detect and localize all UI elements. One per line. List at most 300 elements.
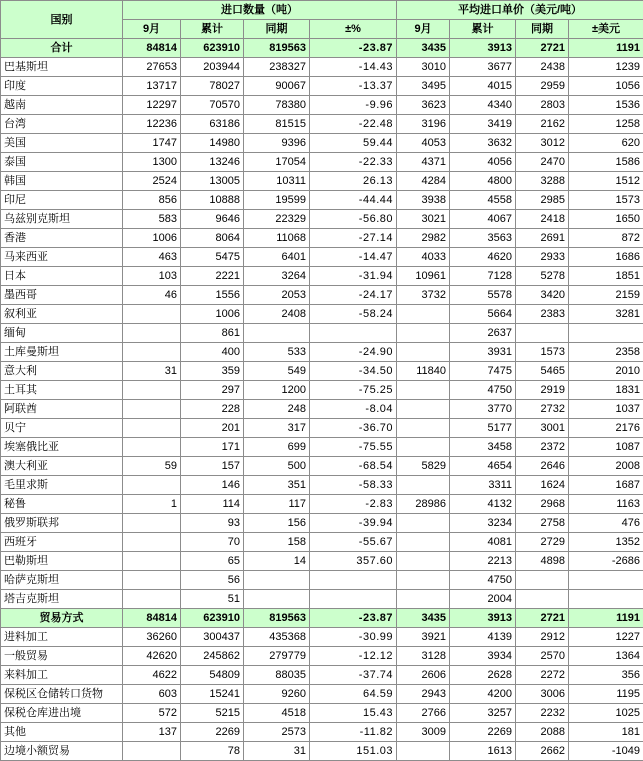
- qty-change-pct-cell: -11.82: [310, 723, 397, 742]
- price-month-cell: 4033: [397, 248, 450, 267]
- qty-cumulative-cell: 228: [181, 400, 244, 419]
- qty-month-cell: 4622: [123, 666, 181, 685]
- qty-change-pct-cell: -13.37: [310, 77, 397, 96]
- price-change-usd-cell: 1087: [569, 438, 643, 457]
- table-row: [1, 533, 643, 552]
- table-row: [1, 647, 643, 666]
- country-name: 澳大利亚: [1, 457, 123, 476]
- qty-cumulative-cell: 56: [181, 571, 244, 590]
- qty-cumulative-cell: 70: [181, 533, 244, 552]
- table-row: [1, 324, 643, 343]
- qty-change-pct-cell: -75.25: [310, 381, 397, 400]
- qty-cumulative-cell: 2269: [181, 723, 244, 742]
- price-cumulative-cell: 2213: [450, 552, 516, 571]
- country-name: 土耳其: [1, 381, 123, 400]
- qty-same-period-cell: 81515: [244, 115, 310, 134]
- price-month-cell: 2943: [397, 685, 450, 704]
- price-cumulative-cell: 3770: [450, 400, 516, 419]
- total-label: 合计: [1, 39, 123, 58]
- qty-cumulative-cell: 359: [181, 362, 244, 381]
- qty-same-period-cell: 699: [244, 438, 310, 457]
- qty-change-pct-cell: -39.94: [310, 514, 397, 533]
- qty-same-period-cell: 88035: [244, 666, 310, 685]
- qty-same-period-cell: 31: [244, 742, 310, 761]
- price-change-usd-cell: 2159: [569, 286, 643, 305]
- qty-cumulative-cell: 93: [181, 514, 244, 533]
- qty-cumulative-cell: 2221: [181, 267, 244, 286]
- price-change-usd-cell: 2358: [569, 343, 643, 362]
- price-same-period-cell: 2985: [516, 191, 569, 210]
- table-row: [1, 457, 643, 476]
- qty-same-period-cell: 819563: [244, 39, 310, 58]
- qty-change-pct-cell: -31.94: [310, 267, 397, 286]
- qty-same-period-cell: 4518: [244, 704, 310, 723]
- table-row: [1, 77, 643, 96]
- price-month-cell: 3128: [397, 647, 450, 666]
- price-change-usd-cell: [569, 590, 643, 609]
- price-same-period-cell: 2732: [516, 400, 569, 419]
- qty-change-pct-cell: -30.99: [310, 628, 397, 647]
- table-row: [1, 723, 643, 742]
- price-change-usd-cell: 1025: [569, 704, 643, 723]
- table-row: [1, 381, 643, 400]
- price-month-cell: [397, 742, 450, 761]
- price-month-cell: 2606: [397, 666, 450, 685]
- price-cumulative-cell: 5578: [450, 286, 516, 305]
- table-row: [1, 248, 643, 267]
- qty-change-pct-cell: -44.44: [310, 191, 397, 210]
- qty-change-pct-cell: [310, 590, 397, 609]
- table-row: [1, 229, 643, 248]
- qty-change-pct-cell: [310, 324, 397, 343]
- price-change-usd-cell: 1037: [569, 400, 643, 419]
- qty-cumulative-cell: 146: [181, 476, 244, 495]
- qty-same-period-cell: 435368: [244, 628, 310, 647]
- qty-same-period-cell: 158: [244, 533, 310, 552]
- price-change-usd-cell: 1191: [569, 39, 643, 58]
- table-row: [1, 685, 643, 704]
- qty-change-pct-header: ±%: [310, 20, 397, 39]
- qty-same-period-cell: [244, 571, 310, 590]
- table-row: [1, 400, 643, 419]
- table-row: [1, 134, 643, 153]
- price-same-period-header: 同期: [516, 20, 569, 39]
- price-change-usd-cell: 1573: [569, 191, 643, 210]
- table-row: [1, 191, 643, 210]
- price-change-usd-cell: 2010: [569, 362, 643, 381]
- table-row: [1, 286, 643, 305]
- qty-month-cell: [123, 514, 181, 533]
- qty-change-pct-cell: -55.67: [310, 533, 397, 552]
- price-cumulative-cell: 4620: [450, 248, 516, 267]
- price-same-period-cell: 2438: [516, 58, 569, 77]
- country-name: 韩国: [1, 172, 123, 191]
- price-cumulative-cell: 2004: [450, 590, 516, 609]
- qty-same-period-cell: 819563: [244, 609, 310, 628]
- price-month-header: 9月: [397, 20, 450, 39]
- qty-cumulative-cell: 15241: [181, 685, 244, 704]
- qty-cumulative-cell: 70570: [181, 96, 244, 115]
- qty-month-cell: [123, 381, 181, 400]
- summary-row: [1, 609, 643, 628]
- qty-month-cell: 1300: [123, 153, 181, 172]
- qty-same-period-cell: 248: [244, 400, 310, 419]
- qty-cumulative-cell: 201: [181, 419, 244, 438]
- price-same-period-cell: 2646: [516, 457, 569, 476]
- price-change-usd-cell: 1163: [569, 495, 643, 514]
- qty-change-pct-cell: [310, 571, 397, 590]
- price-same-period-cell: 4898: [516, 552, 569, 571]
- price-same-period-cell: 2372: [516, 438, 569, 457]
- qty-month-cell: 1006: [123, 229, 181, 248]
- table-row: [1, 115, 643, 134]
- price-month-cell: 2766: [397, 704, 450, 723]
- qty-cumulative-cell: 203944: [181, 58, 244, 77]
- table-row: [1, 552, 643, 571]
- qty-same-period-cell: 500: [244, 457, 310, 476]
- qty-month-cell: 31: [123, 362, 181, 381]
- price-month-cell: 3435: [397, 609, 450, 628]
- price-cumulative-cell: 4056: [450, 153, 516, 172]
- table-row: [1, 495, 643, 514]
- qty-same-period-cell: 78380: [244, 96, 310, 115]
- table-row: [1, 419, 643, 438]
- country-name: 印度: [1, 77, 123, 96]
- table-row: [1, 343, 643, 362]
- table-row: [1, 58, 643, 77]
- table-row: [1, 704, 643, 723]
- trade-mode-name: 其他: [1, 723, 123, 742]
- qty-change-pct-cell: -56.80: [310, 210, 397, 229]
- qty-month-cell: 463: [123, 248, 181, 267]
- price-cumulative-cell: 1613: [450, 742, 516, 761]
- qty-cumulative-cell: 245862: [181, 647, 244, 666]
- qty-same-period-cell: 22329: [244, 210, 310, 229]
- qty-month-cell: 1747: [123, 134, 181, 153]
- qty-same-period-cell: 14: [244, 552, 310, 571]
- price-month-cell: 4284: [397, 172, 450, 191]
- price-month-cell: 4371: [397, 153, 450, 172]
- qty-month-cell: 59: [123, 457, 181, 476]
- qty-month-cell: 12297: [123, 96, 181, 115]
- qty-month-cell: [123, 324, 181, 343]
- table-row: [1, 628, 643, 647]
- price-change-usd-cell: 1586: [569, 153, 643, 172]
- qty-cumulative-cell: 1556: [181, 286, 244, 305]
- qty-change-pct-cell: -14.47: [310, 248, 397, 267]
- price-month-cell: 3495: [397, 77, 450, 96]
- country-name: 印尼: [1, 191, 123, 210]
- qty-change-pct-cell: -34.50: [310, 362, 397, 381]
- qty-month-cell: 36260: [123, 628, 181, 647]
- qty-cumulative-cell: 10888: [181, 191, 244, 210]
- qty-same-period-cell: [244, 324, 310, 343]
- price-same-period-cell: 2803: [516, 96, 569, 115]
- price-change-usd-cell: 1851: [569, 267, 643, 286]
- price-cumulative-cell: 2628: [450, 666, 516, 685]
- trade-mode-name: 保税区仓储转口货物: [1, 685, 123, 704]
- price-same-period-cell: 2272: [516, 666, 569, 685]
- trade-mode-section-label: 贸易方式: [1, 609, 123, 628]
- qty-same-period-cell: [244, 590, 310, 609]
- qty-month-cell: [123, 533, 181, 552]
- price-change-usd-cell: 2176: [569, 419, 643, 438]
- qty-change-pct-cell: -9.96: [310, 96, 397, 115]
- price-same-period-cell: 2383: [516, 305, 569, 324]
- price-month-cell: [397, 343, 450, 362]
- price-cumulative-cell: 4558: [450, 191, 516, 210]
- country-name: 俄罗斯联邦: [1, 514, 123, 533]
- price-cumulative-cell: 3913: [450, 39, 516, 58]
- qty-month-cell: 27653: [123, 58, 181, 77]
- price-month-cell: 2982: [397, 229, 450, 248]
- qty-cumulative-cell: 13005: [181, 172, 244, 191]
- qty-change-pct-cell: -37.74: [310, 666, 397, 685]
- qty-same-period-cell: 9396: [244, 134, 310, 153]
- price-same-period-cell: 2729: [516, 533, 569, 552]
- trade-mode-name: 边境小额贸易: [1, 742, 123, 761]
- summary-row: [1, 39, 643, 58]
- qty-month-cell: [123, 343, 181, 362]
- table-row: [1, 172, 643, 191]
- qty-cumulative-cell: 1006: [181, 305, 244, 324]
- country-name: 巴勒斯坦: [1, 552, 123, 571]
- qty-month-cell: [123, 438, 181, 457]
- qty-cumulative-cell: 78027: [181, 77, 244, 96]
- country-name: 乌兹别克斯坦: [1, 210, 123, 229]
- qty-month-cell: [123, 419, 181, 438]
- import-quantity-group-header: 进口数量（吨）: [123, 1, 397, 20]
- country-column-header: 国别: [1, 1, 123, 39]
- qty-cumulative-cell: 5475: [181, 248, 244, 267]
- qty-change-pct-cell: -2.83: [310, 495, 397, 514]
- price-change-usd-cell: 1650: [569, 210, 643, 229]
- price-cumulative-cell: 4750: [450, 381, 516, 400]
- price-cumulative-cell: 4067: [450, 210, 516, 229]
- price-cumulative-cell: 3677: [450, 58, 516, 77]
- price-month-cell: [397, 476, 450, 495]
- price-change-usd-cell: 1536: [569, 96, 643, 115]
- country-name: 哈萨克斯坦: [1, 571, 123, 590]
- table-row: [1, 362, 643, 381]
- qty-same-period-cell: 549: [244, 362, 310, 381]
- qty-month-cell: 103: [123, 267, 181, 286]
- qty-change-pct-cell: -12.12: [310, 647, 397, 666]
- qty-cumulative-cell: 300437: [181, 628, 244, 647]
- price-change-usd-cell: [569, 571, 643, 590]
- price-cumulative-cell: 5664: [450, 305, 516, 324]
- qty-cumulative-cell: 54809: [181, 666, 244, 685]
- qty-change-pct-cell: 59.44: [310, 134, 397, 153]
- qty-change-pct-cell: 15.43: [310, 704, 397, 723]
- qty-month-cell: [123, 305, 181, 324]
- qty-change-pct-cell: 64.59: [310, 685, 397, 704]
- country-name: 越南: [1, 96, 123, 115]
- price-cumulative-cell: 2269: [450, 723, 516, 742]
- price-cumulative-cell: 4340: [450, 96, 516, 115]
- country-name: 缅甸: [1, 324, 123, 343]
- price-month-cell: [397, 552, 450, 571]
- qty-month-cell: 42620: [123, 647, 181, 666]
- qty-month-cell: [123, 400, 181, 419]
- price-month-cell: 3938: [397, 191, 450, 210]
- price-same-period-cell: 2758: [516, 514, 569, 533]
- price-month-cell: 11840: [397, 362, 450, 381]
- qty-month-cell: 603: [123, 685, 181, 704]
- price-same-period-cell: [516, 324, 569, 343]
- price-change-usd-cell: 1227: [569, 628, 643, 647]
- qty-month-cell: [123, 476, 181, 495]
- table-row: [1, 590, 643, 609]
- qty-cumulative-header: 累计: [181, 20, 244, 39]
- price-same-period-cell: 2959: [516, 77, 569, 96]
- qty-same-period-cell: 11068: [244, 229, 310, 248]
- price-cumulative-cell: 4139: [450, 628, 516, 647]
- price-change-usd-cell: 1687: [569, 476, 643, 495]
- qty-cumulative-cell: 114: [181, 495, 244, 514]
- price-change-usd-cell: 356: [569, 666, 643, 685]
- qty-cumulative-cell: 297: [181, 381, 244, 400]
- qty-cumulative-cell: 623910: [181, 609, 244, 628]
- country-name: 墨西哥: [1, 286, 123, 305]
- qty-same-period-cell: 90067: [244, 77, 310, 96]
- qty-cumulative-cell: 623910: [181, 39, 244, 58]
- country-name: 塔吉克斯坦: [1, 590, 123, 609]
- qty-change-pct-cell: 357.60: [310, 552, 397, 571]
- price-same-period-cell: 2470: [516, 153, 569, 172]
- price-change-usd-cell: 1686: [569, 248, 643, 267]
- qty-change-pct-cell: -68.54: [310, 457, 397, 476]
- price-month-cell: 3435: [397, 39, 450, 58]
- price-month-cell: 3623: [397, 96, 450, 115]
- country-name: 香港: [1, 229, 123, 248]
- qty-month-cell: 84814: [123, 609, 181, 628]
- price-month-cell: 3196: [397, 115, 450, 134]
- price-month-cell: 3921: [397, 628, 450, 647]
- qty-change-pct-cell: -22.48: [310, 115, 397, 134]
- qty-change-pct-cell: -58.33: [310, 476, 397, 495]
- qty-change-pct-cell: -8.04: [310, 400, 397, 419]
- table-row: [1, 438, 643, 457]
- trade-mode-name: 保税仓库进出境: [1, 704, 123, 723]
- price-change-usd-cell: 620: [569, 134, 643, 153]
- qty-month-cell: [123, 590, 181, 609]
- trade-mode-name: 一般贸易: [1, 647, 123, 666]
- price-cumulative-cell: 5177: [450, 419, 516, 438]
- price-month-cell: [397, 419, 450, 438]
- qty-same-period-cell: 2573: [244, 723, 310, 742]
- price-month-cell: [397, 514, 450, 533]
- price-change-usd-cell: 872: [569, 229, 643, 248]
- price-month-cell: [397, 438, 450, 457]
- country-name: 贝宁: [1, 419, 123, 438]
- qty-same-period-cell: 238327: [244, 58, 310, 77]
- country-name: 西班牙: [1, 533, 123, 552]
- country-name: 意大利: [1, 362, 123, 381]
- price-change-usd-cell: 1056: [569, 77, 643, 96]
- price-month-cell: 3010: [397, 58, 450, 77]
- qty-same-period-cell: 533: [244, 343, 310, 362]
- price-cumulative-cell: 4015: [450, 77, 516, 96]
- price-same-period-cell: 2691: [516, 229, 569, 248]
- price-month-cell: [397, 324, 450, 343]
- qty-month-cell: [123, 552, 181, 571]
- qty-change-pct-cell: 26.13: [310, 172, 397, 191]
- qty-same-period-cell: 19599: [244, 191, 310, 210]
- table-row: [1, 476, 643, 495]
- country-name: 马来西亚: [1, 248, 123, 267]
- price-change-usd-cell: 181: [569, 723, 643, 742]
- price-cumulative-cell: 4800: [450, 172, 516, 191]
- price-same-period-cell: 2912: [516, 628, 569, 647]
- qty-same-period-cell: 9260: [244, 685, 310, 704]
- qty-cumulative-cell: 63186: [181, 115, 244, 134]
- qty-same-period-cell: 317: [244, 419, 310, 438]
- price-same-period-cell: 2088: [516, 723, 569, 742]
- price-month-cell: 3732: [397, 286, 450, 305]
- qty-same-period-cell: 117: [244, 495, 310, 514]
- price-same-period-cell: 2662: [516, 742, 569, 761]
- qty-same-period-cell: 6401: [244, 248, 310, 267]
- price-change-usd-cell: 3281: [569, 305, 643, 324]
- table-row: [1, 514, 643, 533]
- price-same-period-cell: 2919: [516, 381, 569, 400]
- qty-month-cell: 572: [123, 704, 181, 723]
- price-same-period-cell: 3012: [516, 134, 569, 153]
- price-cumulative-cell: 3311: [450, 476, 516, 495]
- price-change-usd-cell: 1258: [569, 115, 643, 134]
- table-row: [1, 666, 643, 685]
- price-change-usd-header: ±美元: [569, 20, 643, 39]
- qty-change-pct-cell: -22.33: [310, 153, 397, 172]
- qty-change-pct-cell: -23.87: [310, 39, 397, 58]
- price-month-cell: [397, 571, 450, 590]
- qty-cumulative-cell: 8064: [181, 229, 244, 248]
- qty-change-pct-cell: -24.90: [310, 343, 397, 362]
- qty-change-pct-cell: -23.87: [310, 609, 397, 628]
- price-same-period-cell: 3006: [516, 685, 569, 704]
- qty-month-cell: 137: [123, 723, 181, 742]
- price-same-period-cell: 1573: [516, 343, 569, 362]
- qty-change-pct-cell: 151.03: [310, 742, 397, 761]
- qty-cumulative-cell: 157: [181, 457, 244, 476]
- price-same-period-cell: 2933: [516, 248, 569, 267]
- price-same-period-cell: 3001: [516, 419, 569, 438]
- price-same-period-cell: 5465: [516, 362, 569, 381]
- table-row: [1, 153, 643, 172]
- price-month-cell: [397, 400, 450, 419]
- qty-cumulative-cell: 9646: [181, 210, 244, 229]
- table-body: [1, 39, 643, 761]
- price-same-period-cell: [516, 590, 569, 609]
- price-same-period-cell: 2968: [516, 495, 569, 514]
- table-row: [1, 267, 643, 286]
- price-cumulative-cell: 3934: [450, 647, 516, 666]
- qty-cumulative-cell: 78: [181, 742, 244, 761]
- price-change-usd-cell: 1352: [569, 533, 643, 552]
- price-cumulative-cell: 7128: [450, 267, 516, 286]
- qty-same-period-cell: 156: [244, 514, 310, 533]
- qty-cumulative-cell: 65: [181, 552, 244, 571]
- price-cumulative-header: 累计: [450, 20, 516, 39]
- price-cumulative-cell: 3632: [450, 134, 516, 153]
- table-row: [1, 96, 643, 115]
- price-month-cell: 3021: [397, 210, 450, 229]
- qty-month-header: 9月: [123, 20, 181, 39]
- price-same-period-cell: 2162: [516, 115, 569, 134]
- price-same-period-cell: 2232: [516, 704, 569, 723]
- qty-same-period-header: 同期: [244, 20, 310, 39]
